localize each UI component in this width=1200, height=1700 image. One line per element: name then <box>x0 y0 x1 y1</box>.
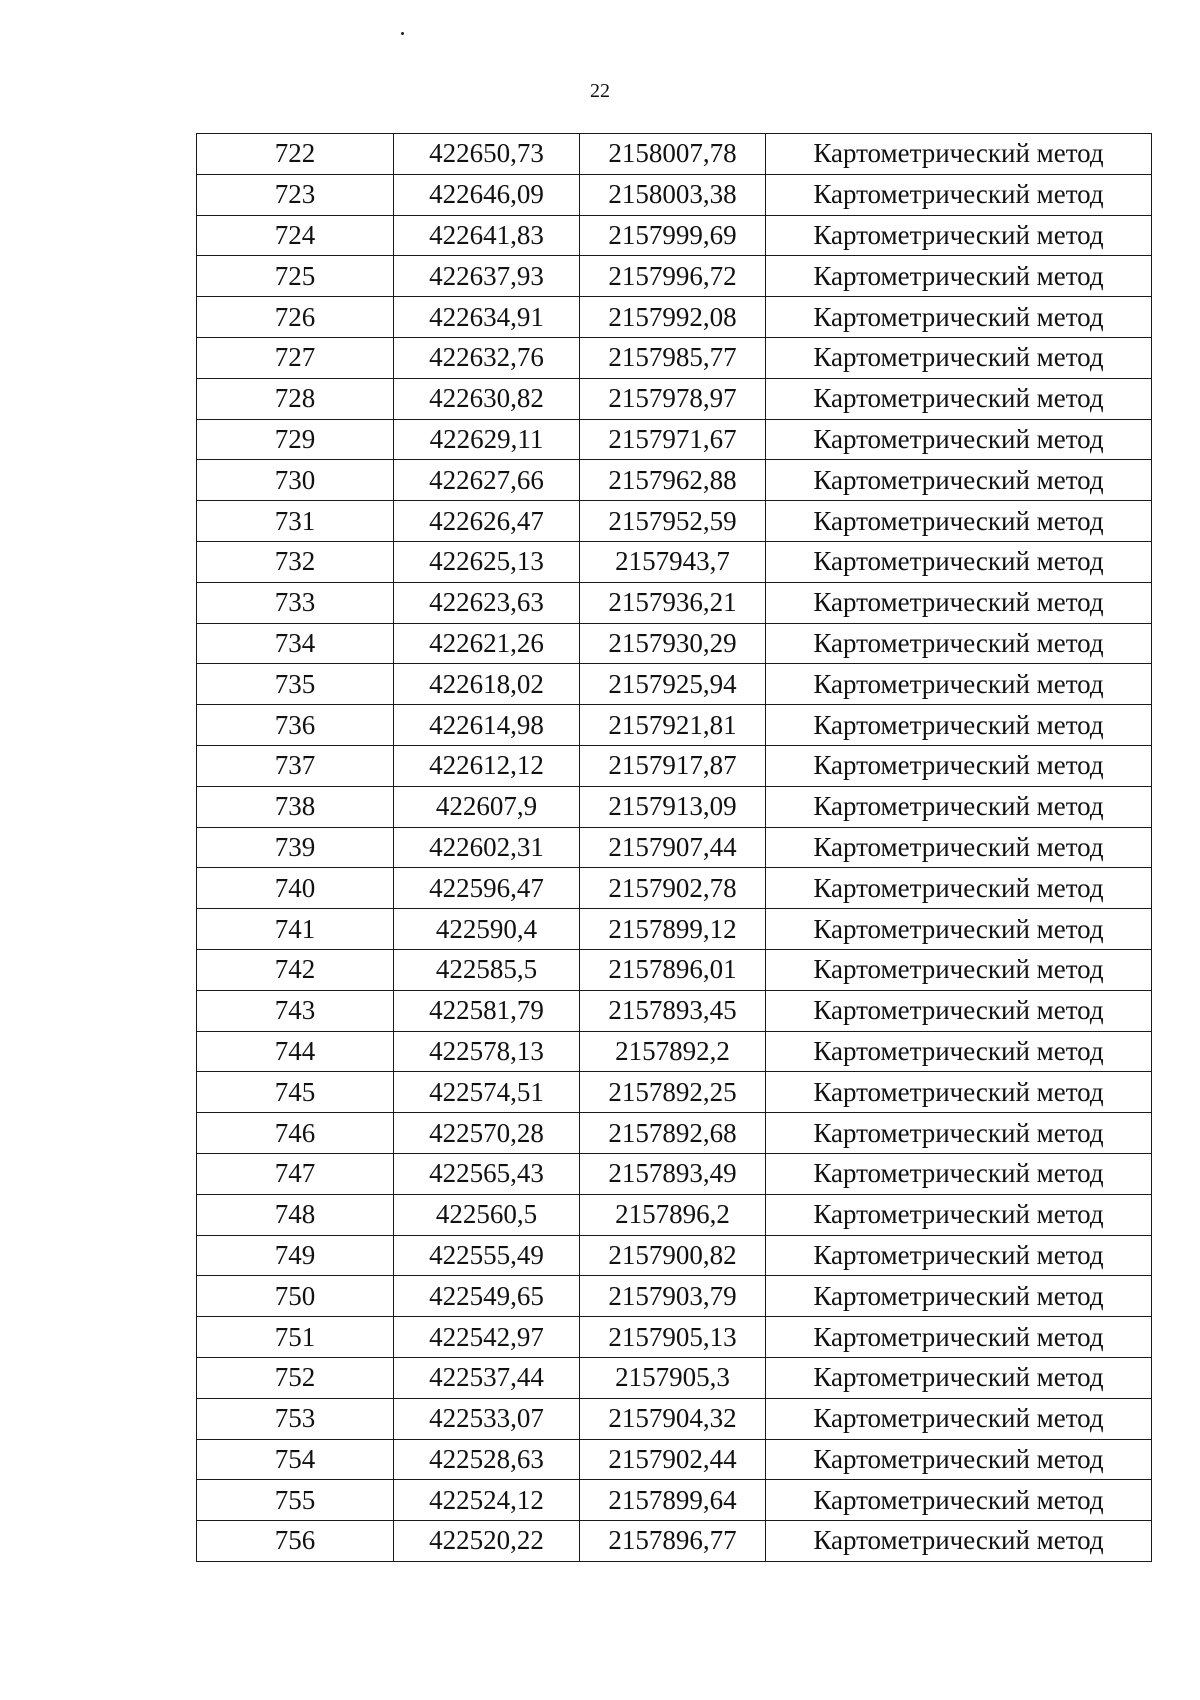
table-row <box>197 174 1152 215</box>
table-row <box>197 705 1152 746</box>
page-number: 22 <box>590 80 610 102</box>
table-row <box>197 1153 1152 1194</box>
point-number-cell: 729 <box>197 419 394 460</box>
x-coordinate-cell: 422602,31 <box>394 827 580 868</box>
x-coordinate-cell: 422533,07 <box>394 1398 580 1439</box>
method-cell: Картометрический метод <box>766 378 1152 419</box>
x-coordinate-cell: 422574,51 <box>394 1072 580 1113</box>
x-coordinate-cell: 422542,97 <box>394 1317 580 1358</box>
method-cell: Картометрический метод <box>766 134 1152 175</box>
table-row <box>197 1398 1152 1439</box>
x-coordinate-cell: 422520,22 <box>394 1521 580 1562</box>
point-number-cell: 753 <box>197 1398 394 1439</box>
x-coordinate-cell: 422646,09 <box>394 174 580 215</box>
y-coordinate-cell: 2157904,32 <box>580 1398 766 1439</box>
y-coordinate-cell: 2157905,13 <box>580 1317 766 1358</box>
table-row <box>197 623 1152 664</box>
point-number-cell: 749 <box>197 1235 394 1276</box>
method-cell: Картометрический метод <box>766 582 1152 623</box>
table-row <box>197 1072 1152 1113</box>
method-cell: Картометрический метод <box>766 419 1152 460</box>
y-coordinate-cell: 2157907,44 <box>580 827 766 868</box>
y-coordinate-cell: 2158007,78 <box>580 134 766 175</box>
table-row <box>197 868 1152 909</box>
table-row <box>197 541 1152 582</box>
method-cell: Картометрический метод <box>766 909 1152 950</box>
x-coordinate-cell: 422585,5 <box>394 949 580 990</box>
table-row <box>197 337 1152 378</box>
x-coordinate-cell: 422607,9 <box>394 786 580 827</box>
x-coordinate-cell: 422565,43 <box>394 1153 580 1194</box>
point-number-cell: 734 <box>197 623 394 664</box>
y-coordinate-cell: 2157978,97 <box>580 378 766 419</box>
y-coordinate-cell: 2157996,72 <box>580 256 766 297</box>
point-number-cell: 747 <box>197 1153 394 1194</box>
table-row <box>197 419 1152 460</box>
x-coordinate-cell: 422627,66 <box>394 460 580 501</box>
x-coordinate-cell: 422641,83 <box>394 215 580 256</box>
point-number-cell: 728 <box>197 378 394 419</box>
x-coordinate-cell: 422629,11 <box>394 419 580 460</box>
method-cell: Картометрический метод <box>766 1113 1152 1154</box>
table-row <box>197 1521 1152 1562</box>
point-number-cell: 745 <box>197 1072 394 1113</box>
table-row <box>197 1357 1152 1398</box>
point-number-cell: 737 <box>197 745 394 786</box>
y-coordinate-cell: 2157892,25 <box>580 1072 766 1113</box>
x-coordinate-cell: 422630,82 <box>394 378 580 419</box>
x-coordinate-cell: 422555,49 <box>394 1235 580 1276</box>
method-cell: Картометрический метод <box>766 1480 1152 1521</box>
table-row <box>197 1317 1152 1358</box>
method-cell: Картометрический метод <box>766 1235 1152 1276</box>
y-coordinate-cell: 2157899,12 <box>580 909 766 950</box>
y-coordinate-cell: 2157917,87 <box>580 745 766 786</box>
y-coordinate-cell: 2157902,44 <box>580 1439 766 1480</box>
table-row <box>197 460 1152 501</box>
point-number-cell: 724 <box>197 215 394 256</box>
table-row <box>197 745 1152 786</box>
y-coordinate-cell: 2158003,38 <box>580 174 766 215</box>
point-number-cell: 738 <box>197 786 394 827</box>
table-row <box>197 1276 1152 1317</box>
method-cell: Картометрический метод <box>766 215 1152 256</box>
table-row <box>197 582 1152 623</box>
method-cell: Картометрический метод <box>766 174 1152 215</box>
y-coordinate-cell: 2157985,77 <box>580 337 766 378</box>
point-number-cell: 732 <box>197 541 394 582</box>
method-cell: Картометрический метод <box>766 1153 1152 1194</box>
method-cell: Картометрический метод <box>766 1521 1152 1562</box>
x-coordinate-cell: 422625,13 <box>394 541 580 582</box>
table-row <box>197 1480 1152 1521</box>
x-coordinate-cell: 422596,47 <box>394 868 580 909</box>
point-number-cell: 733 <box>197 582 394 623</box>
point-number-cell: 754 <box>197 1439 394 1480</box>
y-coordinate-cell: 2157902,78 <box>580 868 766 909</box>
y-coordinate-cell: 2157999,69 <box>580 215 766 256</box>
point-number-cell: 744 <box>197 1031 394 1072</box>
y-coordinate-cell: 2157900,82 <box>580 1235 766 1276</box>
x-coordinate-cell: 422621,26 <box>394 623 580 664</box>
method-cell: Картометрический метод <box>766 501 1152 542</box>
y-coordinate-cell: 2157962,88 <box>580 460 766 501</box>
y-coordinate-cell: 2157971,67 <box>580 419 766 460</box>
table-row <box>197 1439 1152 1480</box>
y-coordinate-cell: 2157899,64 <box>580 1480 766 1521</box>
method-cell: Картометрический метод <box>766 337 1152 378</box>
table-row <box>197 1194 1152 1235</box>
point-number-cell: 723 <box>197 174 394 215</box>
point-number-cell: 739 <box>197 827 394 868</box>
method-cell: Картометрический метод <box>766 1276 1152 1317</box>
point-number-cell: 740 <box>197 868 394 909</box>
point-number-cell: 741 <box>197 909 394 950</box>
method-cell: Картометрический метод <box>766 868 1152 909</box>
method-cell: Картометрический метод <box>766 1398 1152 1439</box>
method-cell: Картометрический метод <box>766 1357 1152 1398</box>
y-coordinate-cell: 2157925,94 <box>580 664 766 705</box>
point-number-cell: 742 <box>197 949 394 990</box>
table-row <box>197 990 1152 1031</box>
x-coordinate-cell: 422637,93 <box>394 256 580 297</box>
x-coordinate-cell: 422626,47 <box>394 501 580 542</box>
method-cell: Картометрический метод <box>766 1031 1152 1072</box>
table-row <box>197 949 1152 990</box>
point-number-cell: 725 <box>197 256 394 297</box>
method-cell: Картометрический метод <box>766 460 1152 501</box>
y-coordinate-cell: 2157896,01 <box>580 949 766 990</box>
point-number-cell: 752 <box>197 1357 394 1398</box>
point-number-cell: 751 <box>197 1317 394 1358</box>
point-number-cell: 750 <box>197 1276 394 1317</box>
method-cell: Картометрический метод <box>766 1439 1152 1480</box>
x-coordinate-cell: 422537,44 <box>394 1357 580 1398</box>
scan-dot-mark <box>401 32 404 35</box>
method-cell: Картометрический метод <box>766 256 1152 297</box>
x-coordinate-cell: 422528,63 <box>394 1439 580 1480</box>
method-cell: Картометрический метод <box>766 949 1152 990</box>
table-row <box>197 827 1152 868</box>
x-coordinate-cell: 422581,79 <box>394 990 580 1031</box>
x-coordinate-cell: 422570,28 <box>394 1113 580 1154</box>
y-coordinate-cell: 2157936,21 <box>580 582 766 623</box>
method-cell: Картометрический метод <box>766 705 1152 746</box>
point-number-cell: 746 <box>197 1113 394 1154</box>
method-cell: Картометрический метод <box>766 990 1152 1031</box>
x-coordinate-cell: 422632,76 <box>394 337 580 378</box>
y-coordinate-cell: 2157892,68 <box>580 1113 766 1154</box>
x-coordinate-cell: 422650,73 <box>394 134 580 175</box>
point-number-cell: 735 <box>197 664 394 705</box>
point-number-cell: 756 <box>197 1521 394 1562</box>
coordinates-table <box>196 133 1152 1562</box>
y-coordinate-cell: 2157903,79 <box>580 1276 766 1317</box>
method-cell: Картометрический метод <box>766 541 1152 582</box>
y-coordinate-cell: 2157943,7 <box>580 541 766 582</box>
coordinates-table-body <box>197 134 1152 1562</box>
table-row <box>197 378 1152 419</box>
method-cell: Картометрический метод <box>766 1194 1152 1235</box>
point-number-cell: 736 <box>197 705 394 746</box>
y-coordinate-cell: 2157913,09 <box>580 786 766 827</box>
point-number-cell: 731 <box>197 501 394 542</box>
y-coordinate-cell: 2157892,2 <box>580 1031 766 1072</box>
table-row <box>197 1113 1152 1154</box>
table-row <box>197 909 1152 950</box>
point-number-cell: 755 <box>197 1480 394 1521</box>
y-coordinate-cell: 2157930,29 <box>580 623 766 664</box>
x-coordinate-cell: 422549,65 <box>394 1276 580 1317</box>
table-row <box>197 134 1152 175</box>
table-row <box>197 501 1152 542</box>
table-row <box>197 664 1152 705</box>
method-cell: Картометрический метод <box>766 745 1152 786</box>
method-cell: Картометрический метод <box>766 827 1152 868</box>
table-row <box>197 297 1152 338</box>
table-row <box>197 256 1152 297</box>
x-coordinate-cell: 422612,12 <box>394 745 580 786</box>
table-row <box>197 786 1152 827</box>
table-row <box>197 1235 1152 1276</box>
y-coordinate-cell: 2157905,3 <box>580 1357 766 1398</box>
method-cell: Картометрический метод <box>766 623 1152 664</box>
y-coordinate-cell: 2157921,81 <box>580 705 766 746</box>
x-coordinate-cell: 422618,02 <box>394 664 580 705</box>
y-coordinate-cell: 2157893,45 <box>580 990 766 1031</box>
point-number-cell: 727 <box>197 337 394 378</box>
method-cell: Картометрический метод <box>766 664 1152 705</box>
point-number-cell: 722 <box>197 134 394 175</box>
y-coordinate-cell: 2157893,49 <box>580 1153 766 1194</box>
method-cell: Картометрический метод <box>766 1072 1152 1113</box>
x-coordinate-cell: 422634,91 <box>394 297 580 338</box>
x-coordinate-cell: 422623,63 <box>394 582 580 623</box>
point-number-cell: 730 <box>197 460 394 501</box>
method-cell: Картометрический метод <box>766 1317 1152 1358</box>
y-coordinate-cell: 2157896,2 <box>580 1194 766 1235</box>
table-row <box>197 1031 1152 1072</box>
method-cell: Картометрический метод <box>766 786 1152 827</box>
x-coordinate-cell: 422524,12 <box>394 1480 580 1521</box>
x-coordinate-cell: 422560,5 <box>394 1194 580 1235</box>
table-row <box>197 215 1152 256</box>
point-number-cell: 726 <box>197 297 394 338</box>
point-number-cell: 748 <box>197 1194 394 1235</box>
x-coordinate-cell: 422614,98 <box>394 705 580 746</box>
point-number-cell: 743 <box>197 990 394 1031</box>
x-coordinate-cell: 422590,4 <box>394 909 580 950</box>
y-coordinate-cell: 2157896,77 <box>580 1521 766 1562</box>
x-coordinate-cell: 422578,13 <box>394 1031 580 1072</box>
y-coordinate-cell: 2157992,08 <box>580 297 766 338</box>
method-cell: Картометрический метод <box>766 297 1152 338</box>
y-coordinate-cell: 2157952,59 <box>580 501 766 542</box>
